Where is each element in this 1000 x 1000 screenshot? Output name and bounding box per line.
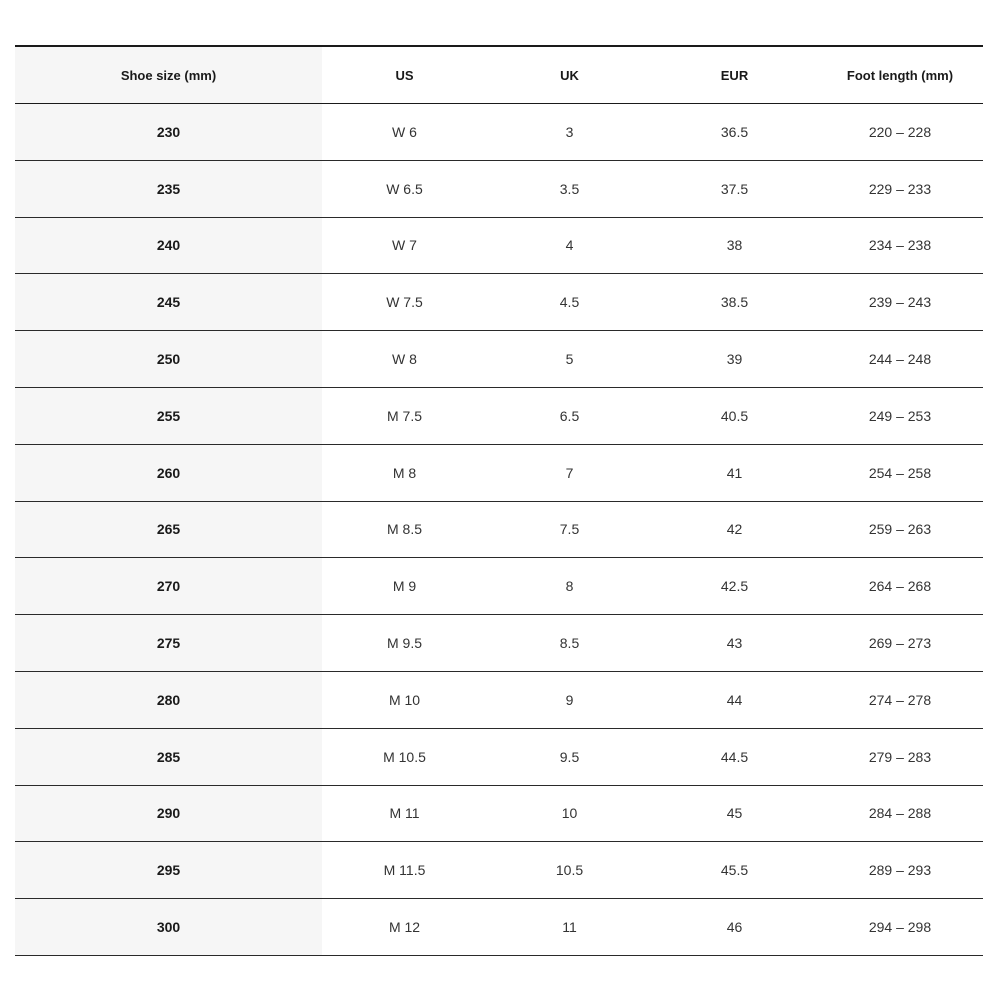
table-row <box>15 615 983 672</box>
cell-shoe-size: 285 <box>15 728 322 785</box>
cell-eur: 40.5 <box>652 387 817 444</box>
cell-foot-length: 269 – 273 <box>817 615 983 672</box>
cell-eur: 42 <box>652 501 817 558</box>
cell-eur: 45 <box>652 785 817 842</box>
cell-foot-length: 294 – 298 <box>817 899 983 956</box>
cell-uk: 8.5 <box>487 615 652 672</box>
cell-foot-length: 264 – 268 <box>817 558 983 615</box>
cell-us: M 9 <box>322 558 487 615</box>
cell-eur: 37.5 <box>652 160 817 217</box>
cell-foot-length: 239 – 243 <box>817 274 983 331</box>
cell-shoe-size: 240 <box>15 217 322 274</box>
cell-shoe-size: 265 <box>15 501 322 558</box>
cell-shoe-size: 245 <box>15 274 322 331</box>
cell-eur: 41 <box>652 444 817 501</box>
header-eur: EUR <box>652 46 817 104</box>
cell-uk: 9 <box>487 671 652 728</box>
cell-shoe-size: 230 <box>15 104 322 161</box>
cell-us: M 12 <box>322 899 487 956</box>
cell-foot-length: 254 – 258 <box>817 444 983 501</box>
table-row <box>15 444 983 501</box>
cell-shoe-size: 300 <box>15 899 322 956</box>
cell-shoe-size: 280 <box>15 671 322 728</box>
cell-shoe-size: 295 <box>15 842 322 899</box>
cell-foot-length: 279 – 283 <box>817 728 983 785</box>
cell-uk: 5 <box>487 331 652 388</box>
cell-shoe-size: 270 <box>15 558 322 615</box>
table-row <box>15 331 983 388</box>
table-row <box>15 501 983 558</box>
cell-eur: 43 <box>652 615 817 672</box>
header-uk: UK <box>487 46 652 104</box>
cell-shoe-size: 260 <box>15 444 322 501</box>
table-row <box>15 671 983 728</box>
cell-us: W 6 <box>322 104 487 161</box>
header-shoe-size: Shoe size (mm) <box>15 46 322 104</box>
cell-us: M 8.5 <box>322 501 487 558</box>
cell-us: M 7.5 <box>322 387 487 444</box>
cell-uk: 10 <box>487 785 652 842</box>
cell-foot-length: 274 – 278 <box>817 671 983 728</box>
cell-us: M 8 <box>322 444 487 501</box>
cell-uk: 9.5 <box>487 728 652 785</box>
cell-foot-length: 229 – 233 <box>817 160 983 217</box>
cell-foot-length: 289 – 293 <box>817 842 983 899</box>
table-row <box>15 899 983 956</box>
cell-eur: 44 <box>652 671 817 728</box>
table-row <box>15 842 983 899</box>
table-row <box>15 104 983 161</box>
cell-us: M 9.5 <box>322 615 487 672</box>
cell-eur: 44.5 <box>652 728 817 785</box>
cell-foot-length: 284 – 288 <box>817 785 983 842</box>
cell-eur: 46 <box>652 899 817 956</box>
table-row <box>15 728 983 785</box>
header-row <box>15 46 983 104</box>
cell-eur: 45.5 <box>652 842 817 899</box>
cell-shoe-size: 255 <box>15 387 322 444</box>
cell-shoe-size: 275 <box>15 615 322 672</box>
cell-us: W 7 <box>322 217 487 274</box>
cell-shoe-size: 290 <box>15 785 322 842</box>
cell-eur: 36.5 <box>652 104 817 161</box>
cell-us: W 8 <box>322 331 487 388</box>
cell-uk: 6.5 <box>487 387 652 444</box>
cell-foot-length: 234 – 238 <box>817 217 983 274</box>
cell-eur: 38.5 <box>652 274 817 331</box>
cell-foot-length: 220 – 228 <box>817 104 983 161</box>
table-row <box>15 558 983 615</box>
cell-uk: 3.5 <box>487 160 652 217</box>
cell-us: W 7.5 <box>322 274 487 331</box>
cell-uk: 3 <box>487 104 652 161</box>
table-header <box>15 46 983 104</box>
cell-shoe-size: 250 <box>15 331 322 388</box>
cell-uk: 4 <box>487 217 652 274</box>
cell-uk: 4.5 <box>487 274 652 331</box>
cell-uk: 8 <box>487 558 652 615</box>
header-foot-length: Foot length (mm) <box>817 46 983 104</box>
table-row <box>15 785 983 842</box>
cell-shoe-size: 235 <box>15 160 322 217</box>
cell-eur: 38 <box>652 217 817 274</box>
cell-us: W 6.5 <box>322 160 487 217</box>
cell-eur: 42.5 <box>652 558 817 615</box>
cell-us: M 11 <box>322 785 487 842</box>
table-body <box>15 104 983 956</box>
cell-us: M 10 <box>322 671 487 728</box>
table-row <box>15 160 983 217</box>
table-row <box>15 217 983 274</box>
cell-foot-length: 249 – 253 <box>817 387 983 444</box>
cell-us: M 11.5 <box>322 842 487 899</box>
cell-uk: 10.5 <box>487 842 652 899</box>
cell-uk: 11 <box>487 899 652 956</box>
cell-eur: 39 <box>652 331 817 388</box>
cell-uk: 7 <box>487 444 652 501</box>
cell-foot-length: 244 – 248 <box>817 331 983 388</box>
shoe-size-table <box>15 45 983 956</box>
table-row <box>15 274 983 331</box>
cell-uk: 7.5 <box>487 501 652 558</box>
cell-foot-length: 259 – 263 <box>817 501 983 558</box>
cell-us: M 10.5 <box>322 728 487 785</box>
table-row <box>15 387 983 444</box>
header-us: US <box>322 46 487 104</box>
